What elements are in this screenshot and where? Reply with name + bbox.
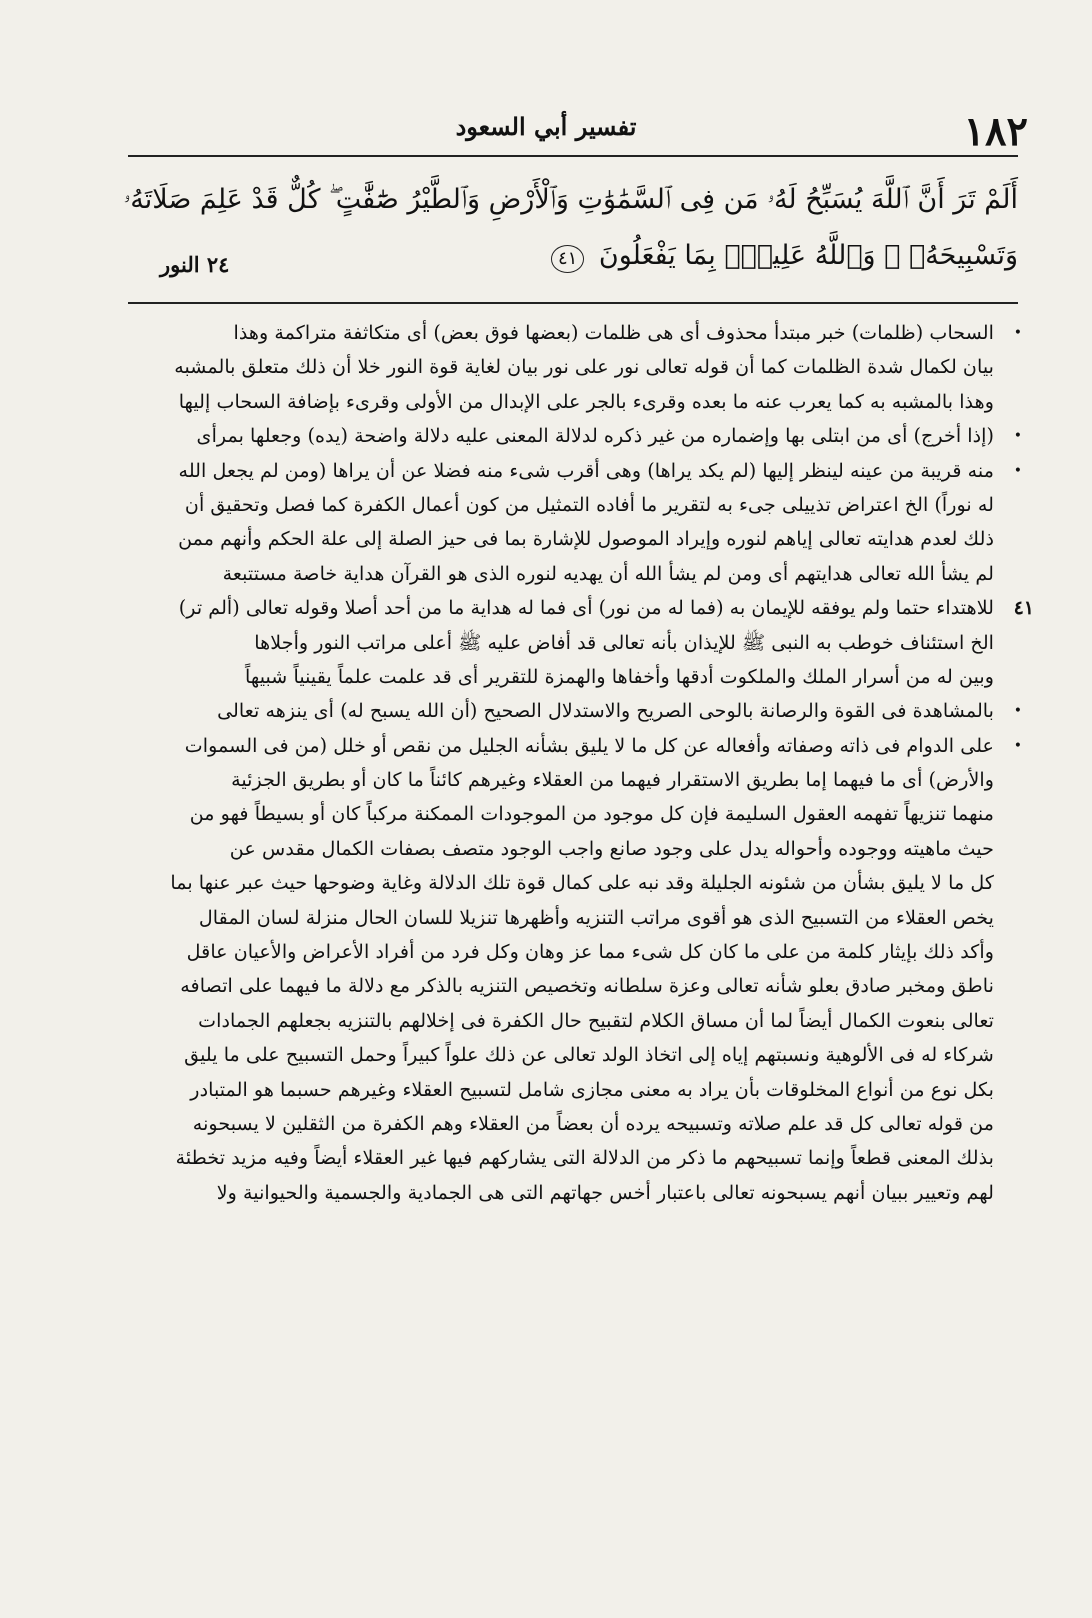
verse-line-2 [128, 228, 1018, 284]
commentary-line-text: ناطق ومخبر صادق بعلو شأنه تعالى وعزة سلطانه وتخصيص التنزيه بالذكر مع دلالة ما فيهما على اتصافه [180, 974, 994, 998]
commentary-line [128, 729, 1022, 763]
commentary-line-text: لم يشأ الله تعالى هدايتهم أى ومن لم يشأ الله أن يهديه لنوره الذى هو القرآن هداية خاصة مستتبعة [222, 561, 994, 585]
commentary-line-text: كل ما لا يليق بشأن من شئونه الجليلة وقد نبه على كمال قوة تلك الدلالة وغاية وضوحها حيث عبر عنها بما [170, 871, 994, 895]
commentary-line [128, 1176, 994, 1210]
verse-rule [128, 302, 1018, 304]
commentary-line-text: بيان لكمال شدة الظلمات كما أن قوله تعالى نور على نور بيان لغاية قوة النور خلا أن ذلك متعلق بالمشبه [174, 355, 994, 379]
commentary-line [128, 419, 1022, 453]
commentary-line [128, 797, 994, 831]
commentary-line-text: بكل نوع من أنواع المخلوقات بأن يراد به معنى مجازى شامل لتسبيح العقلاء وغيرهم حسبما هو المتبادر [190, 1077, 994, 1101]
commentary-line [128, 316, 1022, 350]
page-number: ١٨٢ [963, 108, 1028, 155]
commentary-line [128, 626, 994, 660]
commentary-line [128, 591, 1034, 625]
verse-line-1: أَلَمْ تَرَ أَنَّ ٱللَّهَ يُسَبِّحُ لَهُۥ مَن فِى ٱلسَّمَٰوَٰتِ وَٱلْأَرْضِ وَٱلطَّيْرُ صَٰٓفَّٰتٍ ۖ كُلٌّ قَدْ عَلِمَ صَلَاتَهُۥ [123, 184, 1018, 215]
commentary-line [128, 1073, 994, 1107]
commentary-line [128, 935, 994, 969]
commentary-line-text: منهما تنزيهاً تفهمه العقول السليمة فإن كل موجود من الموجودات الممكنة مركباً كان أو بسيطاً فهو من [189, 802, 994, 826]
commentary-line [128, 557, 994, 591]
commentary-body [128, 316, 1034, 1210]
commentary-line [128, 488, 994, 522]
commentary-line [128, 660, 994, 694]
commentary-line [128, 1038, 994, 1072]
commentary-line [128, 901, 994, 935]
commentary-line-text: يخص العقلاء من التسبيح الذى هو أقوى مراتب التنزيه وأظهرها تنزيلا للسان الحال منزلة لسان المقال [198, 905, 994, 929]
commentary-line [128, 1107, 994, 1141]
commentary-line [128, 522, 994, 556]
commentary-line-text: شركاء له فى الألوهية ونسبتهم إياه إلى اتخاذ الولد تعالى عن ذلك علواً كبيراً وحمل التسبيح على ما يليق [184, 1043, 994, 1067]
header-rule [128, 155, 1018, 157]
commentary-line-text: له نوراً) الخ اعتراض تذييلى جىء به لتقرير ما أفاده التمثيل من كون أعمال الكفرة كما فصل وتحقيق أن [184, 492, 994, 516]
bullet-marker: • [1013, 325, 1022, 341]
commentary-line-text: السحاب (ظلمات) خبر مبتدأ محذوف أى هى ظلمات (بعضها فوق بعض) أى متكاثفة متراكمة وهذا [233, 321, 994, 344]
commentary-line-text: وبين له من أسرار الملك والملكوت أدقها وأخفاها والهمزة للتقرير أى قد علمت علماً يقينياً شبيهاً [245, 664, 994, 688]
commentary-line-text: تعالى بنعوت الكمال أيضاً لما أن مساق الكلام لتقبيح حال الكفرة فى إخلالهم بالتنزيه بجعلهم الجمادات [198, 1008, 994, 1032]
surah-reference: ٢٤ النور [160, 252, 230, 277]
verse-number-marker: ٤١ [1013, 597, 1034, 620]
commentary-line-text: (إذا أخرج) أى من ابتلى بها وإضماره من غير ذكره لدلالة المعنى عليه دلالة واضحة (يده) وجعلها بمرأى [196, 424, 994, 448]
commentary-line-text: وهذا بالمشبه به كما يعرب عنه ما بعده وقرىء بالجر على الإبدال من الأولى وقرىء بإضافة السحاب إليها [178, 389, 994, 413]
commentary-line [128, 694, 1022, 728]
commentary-line-text: بالمشاهدة فى القوة والرصانة بالوحى الصريح والاستدلال الصحيح (أن الله يسبح له) أى ينزهه تعالى [217, 699, 994, 723]
commentary-line-text: على الدوام فى ذاته وصفاته وأفعاله عن كل ما لا يليق بشأنه الجليل من نقص أو خلل (من فى السموات [184, 733, 994, 757]
running-title: تفسير أبي السعود [455, 112, 637, 141]
commentary-line-text: لهم وتعيير ببيان أنهم يسبحونه تعالى باعتبار أخس جهاتهم التى هى الجمادية والجسمية والحيوانية ولا [216, 1180, 994, 1204]
commentary-line-text: الخ استئناف خوطب به النبى ﷺ للإيذان بأنه تعالى قد أفاض عليه ﷺ أعلى مراتب النور وأجلاها [254, 630, 994, 654]
commentary-line-text: منه قريبة من عينه لينظر إليها (لم يكد يراها) وهى أقرب شىء منه فضلا عن أن يراها (ومن لم يجعل الله [178, 458, 994, 482]
commentary-line-text: وأكد ذلك بإيثار كلمة من على ما كان كل شىء مما عز وهان وكل فرد من أفراد الأعراض والأعيان عاقل [186, 940, 994, 964]
commentary-line-text: بذلك المعنى قطعاً وإنما تسبيحهم ما ذكر من الدلالة التى يشاركهم فيها غير العقلاء أيضاً وفيه مزيد تخطئة [175, 1146, 994, 1170]
commentary-line-text: حيث ماهيته ووجوده وأحواله يدل على وجود صانع واجب الوجود متصف بصفات الكمال مقدس عن [229, 836, 994, 860]
commentary-line-text: للاهتداء حتما ولم يوفقه للإيمان به (فما له من نور) أى فما له هداية ما من أحد أصلا وقوله تعالى (ألم تر) [178, 596, 994, 620]
commentary-line [128, 832, 994, 866]
bullet-marker: • [1013, 462, 1022, 479]
bullet-marker: • [1013, 737, 1022, 754]
commentary-line [128, 763, 994, 797]
commentary-line [128, 969, 994, 1003]
commentary-line [128, 866, 994, 900]
commentary-line-text: ذلك لعدم هدايته تعالى إياهم لنوره وإيراد الموصول للإشارة بما فى حيز الصلة إلى علة الحكم وأنهم ممن [178, 527, 994, 551]
bullet-marker: • [1013, 428, 1022, 445]
commentary-line-text: من قوله تعالى كل قد علم صلاته وتسبيحه يرده أن بعضاً من العقلاء وهم الكفرة من الثقلين لا يسبحونه [192, 1111, 994, 1135]
ayah-end-marker: ٤١ [551, 245, 584, 273]
commentary-line [128, 1004, 994, 1038]
bullet-marker: • [1013, 703, 1022, 720]
commentary-line [128, 454, 1022, 488]
commentary-line [128, 385, 994, 419]
quran-verse-block [123, 172, 1018, 292]
commentary-line [128, 1141, 994, 1175]
commentary-line-text: والأرض) أى ما فيهما إما بطريق الاستقرار فيهما من العقلاء وغيرهم كائناً ما كان أو بطريق الجزئية [231, 768, 994, 792]
commentary-line [128, 350, 994, 384]
verse-line-2-text: وَتَسْبِيحَهُۥ ۗ وَٱللَّهُ عَلِيمٌۢ بِمَا يَفْعَلُونَ [598, 240, 1018, 271]
